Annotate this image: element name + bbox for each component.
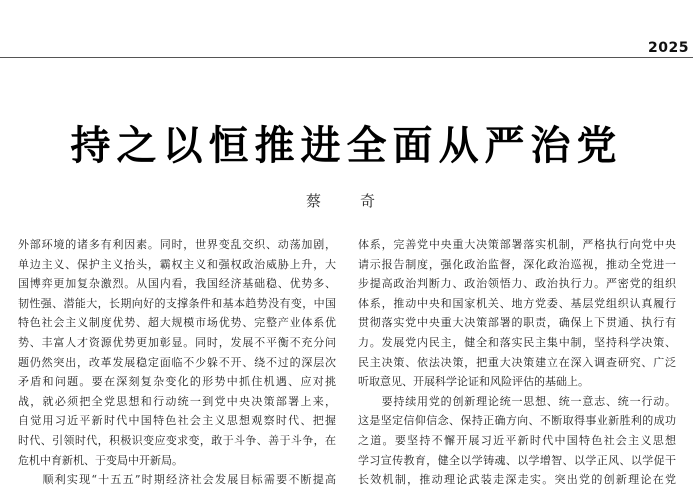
body-text-line: 贯彻落实党中央重大决策部署的职责，确保上下贯通、执行有 bbox=[358, 316, 676, 330]
body-text-line: 外部环境的诸多有利因素。同时，世界变乱交织、动荡加剧， bbox=[18, 238, 336, 251]
body-text-line: 长效机制，推动理论武装走深走实。突出党的创新理论在党 bbox=[358, 473, 676, 487]
body-text-line: 之道。要坚持不懈开展习近平新时代中国特色社会主义思想 bbox=[358, 433, 676, 447]
body-text-line: 请示报告制度，强化政治监督，深化政治巡视，推动全党进一 bbox=[358, 257, 676, 271]
body-text-line: 时代、引领时代，积极识变应变求变，敢于斗争、善于斗争，在 bbox=[18, 433, 336, 447]
body-text-line: 势、丰富人才资源优势更加彰显。同时，发展不平衡不充分问 bbox=[18, 335, 336, 349]
body-text-line: 要持续用党的创新理论统一思想、统一意志、统一行动。 bbox=[358, 394, 676, 408]
body-text-line: 顺利实现“十五五”时期经济社会发展目标需要不断提高 bbox=[18, 473, 336, 487]
body-text-line: 力。发展党内民主，健全和落实民主集中制，坚持科学决策、 bbox=[358, 335, 676, 349]
body-text-line: 体系，推动中央和国家机关、地方党委、基层党组织认真履行 bbox=[358, 296, 676, 310]
body-text-line: 矛盾和问题。要在深刻复杂变化的形势中抓住机遇、应对挑 bbox=[18, 375, 336, 389]
body-text-line: 体系，完善党中央重大决策部署落实机制，严格执行向党中央 bbox=[358, 238, 676, 251]
body-text-line: 韧性强、潜能大，长期向好的支撑条件和基本趋势没有变，中国 bbox=[18, 296, 336, 310]
body-text-line: 战，就必须把全党思想和行动统一到党中央决策部署上来， bbox=[18, 394, 336, 408]
body-text-line: 自觉用习近平新时代中国特色社会主义思想观察时代、把握 bbox=[18, 414, 336, 428]
body-text-line: 民主决策、依法决策，把重大决策建立在深入调查研究、广泛 bbox=[358, 355, 676, 369]
article-author: 蔡 奇 bbox=[305, 192, 387, 210]
article-title: 持之以恒推进全面从严治党 bbox=[70, 123, 623, 169]
body-text-line: 题仍然突出，改革发展稳定面临不少躲不开、绕不过的深层次 bbox=[18, 355, 336, 369]
body-text-line: 国博弈更加复杂激烈。从国内看，我国经济基础稳、优势多、 bbox=[18, 277, 336, 291]
body-text-line: 步提高政治判断力、政治领悟力、政治执行力。严密党的组织 bbox=[358, 277, 676, 291]
body-text-line: 危机中育新机、于变局中开新局。 bbox=[18, 453, 183, 467]
header-rule bbox=[0, 57, 693, 58]
page-number: 2025 bbox=[648, 40, 689, 56]
body-text-line: 特色社会主义制度优势、超大规模市场优势、完整产业体系优 bbox=[18, 316, 336, 330]
body-text-line: 这是坚定信仰信念、保持正确方向、不断取得事业新胜利的成功 bbox=[358, 414, 676, 428]
body-text-line: 学习宣传教育，健全以学铸魂、以学增智、以学正风、以学促干 bbox=[358, 453, 676, 467]
body-text-line: 听取意见、开展科学论证和风险评估的基础上。 bbox=[358, 375, 589, 389]
body-text-line: 单边主义、保护主义抬头，霸权主义和强权政治威胁上升，大 bbox=[18, 257, 336, 271]
